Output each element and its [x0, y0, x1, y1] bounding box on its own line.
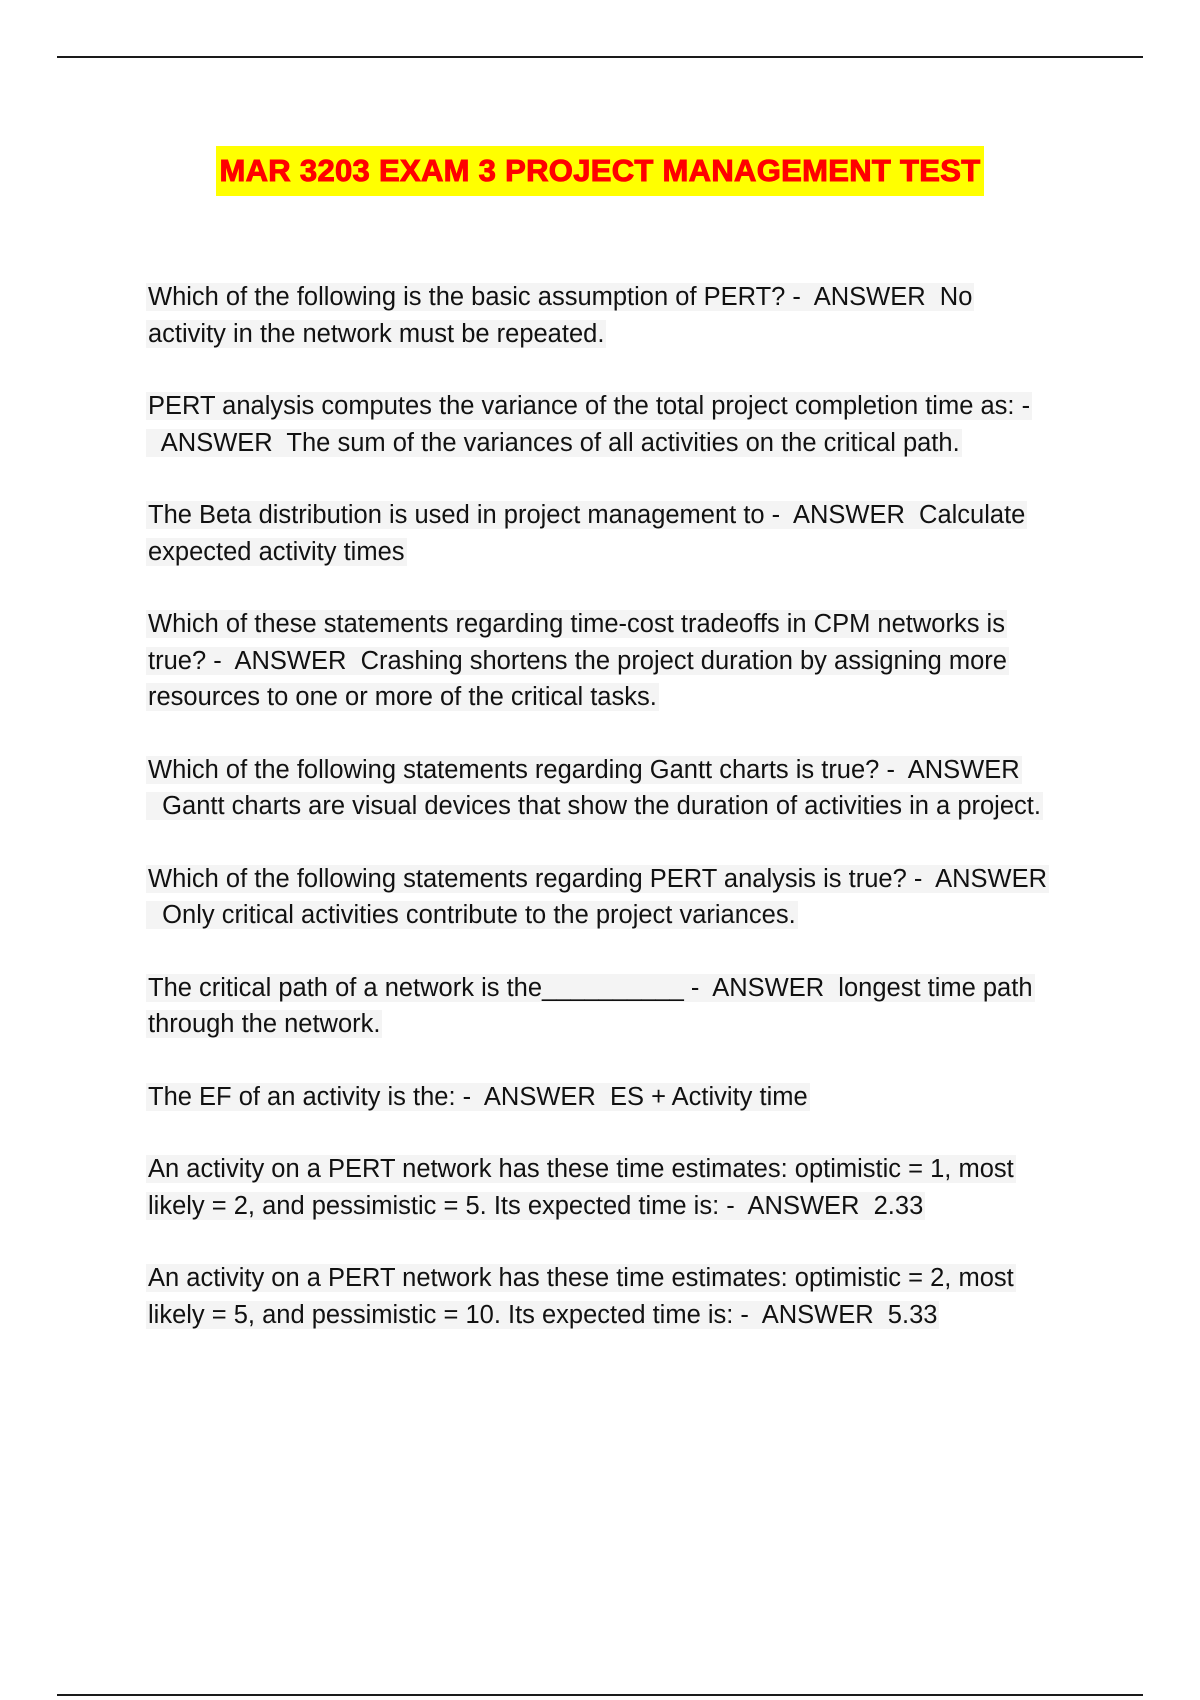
answer-text: Gantt charts are visual devices that show the duration of activities in a project. [162, 792, 1041, 820]
qa-item [146, 970, 1056, 1043]
question-text: PERT analysis computes the variance of the total project completion time as: - [148, 392, 1031, 420]
question-text: Which of these statements regarding time-cost tradeoffs in CPM networks is true? - [148, 610, 1005, 675]
answer-text: Only critical activities contribute to the project variances. [162, 901, 796, 929]
qa-item [146, 1079, 1056, 1116]
qa-item [146, 752, 1056, 825]
answer-text: 5.33 [887, 1300, 938, 1329]
answer-label: ANSWER [712, 973, 825, 1002]
question-text: Which of the following statements regarding Gantt charts is true? - [148, 755, 895, 784]
question-text: The EF of an activity is the: - [148, 1082, 472, 1111]
answer-label: ANSWER [813, 283, 926, 311]
qa-list [146, 279, 1056, 1369]
question-text: The Beta distribution is used in project management to - [148, 501, 781, 529]
question-text: An activity on a PERT network has these time estimates: optimistic = 2, most likely = 5, and pessimistic = 10. Its expected time is: - [148, 1264, 1014, 1329]
question-text: Which of the following statements regarding PERT analysis is true? - [148, 864, 923, 893]
answer-label: ANSWER [907, 755, 1020, 784]
question-text: Which of the following is the basic assumption of PERT? - [148, 283, 801, 311]
bottom-rule [57, 1694, 1143, 1696]
qa-item [146, 1260, 1056, 1333]
answer-label: ANSWER [483, 1082, 596, 1111]
answer-text: Crashing shortens the project duration by assigning more resources to one or more of the critical tasks. [148, 646, 1007, 711]
qa-item [146, 388, 1056, 461]
answer-text: ES + Activity time [610, 1082, 808, 1111]
qa-item [146, 279, 1056, 352]
answer-label: ANSWER [160, 428, 273, 457]
document-title: MAR 3203 EXAM 3 PROJECT MANAGEMENT TEST [216, 146, 985, 196]
answer-text: Calculate expected activity times [148, 501, 1026, 566]
title-block [0, 146, 1200, 196]
question-text: The critical path of a network is the__________ - [148, 973, 700, 1002]
answer-text: No activity in the network must be repeated. [148, 283, 973, 348]
qa-item [146, 1151, 1056, 1224]
answer-text: The sum of the variances of all activities on the critical path. [286, 428, 960, 457]
qa-item [146, 606, 1056, 716]
qa-item [146, 497, 1056, 570]
answer-label: ANSWER [792, 501, 905, 529]
answer-text: longest time path through the network. [148, 973, 1033, 1038]
qa-item [146, 861, 1056, 934]
answer-label: ANSWER [935, 864, 1048, 893]
top-rule [57, 56, 1143, 58]
answer-label: ANSWER [234, 646, 347, 675]
answer-label: ANSWER [747, 1191, 860, 1220]
answer-label: ANSWER [761, 1300, 874, 1329]
question-text: An activity on a PERT network has these time estimates: optimistic = 1, most likely = 2, and pessimistic = 5. Its expected time is: - [148, 1155, 1014, 1220]
answer-text: 2.33 [873, 1191, 924, 1220]
